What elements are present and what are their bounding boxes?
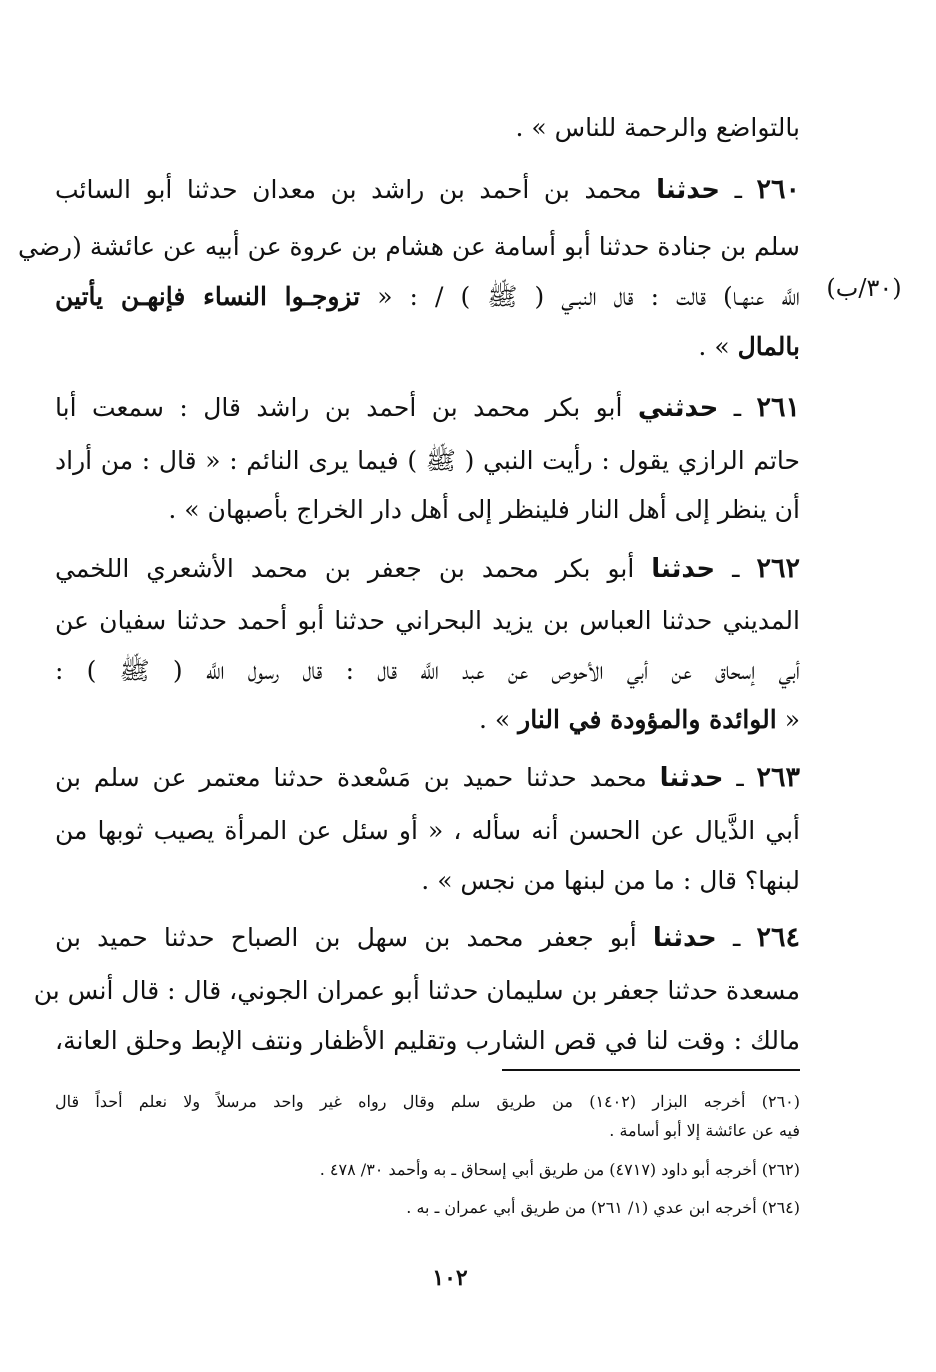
hadith-text: أبو بكر محمد بن جعفر بن محمد الأشعري اللخمي bbox=[55, 554, 652, 583]
hadith-264-first-line: ٢٦٤ ـ حدثنا أبو جعفر محمد بن سهل بن الصباح حدثنا حميد بن bbox=[55, 922, 801, 953]
footnote-line: (٢٦٠) أخرجه البزار (١٤٠٢) من طريق سلم وقال رواه غير واحد مرسلاً ولا نعلم أحداً قال bbox=[55, 1092, 800, 1111]
footnote-line: (٢٦٢) أخرجه أبو داود (٤٧١٧) من طريق أبي إسحاق ـ به وأحمد ٣٠/ ٤٧٨ . bbox=[319, 1160, 800, 1179]
hadith-number: ٢٦١ bbox=[756, 392, 801, 423]
hadith-263-first-line: ٢٦٣ ـ حدثنا محمد حدثنا حميد بن مَسْعدة حدثنا معتمر عن سلم بن bbox=[55, 762, 801, 793]
text-line: لبنها؟ قال : ما من لبنها من نجس » . bbox=[421, 866, 800, 895]
hadith-number: ٢٦٣ bbox=[756, 762, 801, 793]
footnote-line: (٢٦٤) أخرجه ابن عدي (١/ ٢٦١) من طريق أبي عمران ـ به . bbox=[406, 1198, 800, 1217]
hadith-keyword: حدثنا bbox=[652, 923, 717, 953]
hadith-number: ٢٦٠ bbox=[756, 174, 800, 205]
text-line: أن ينظر إلى أهل النار فلينظر إلى أهل دار الخراج بأصبهان » . bbox=[168, 495, 800, 524]
hadith-keyword: حدثني bbox=[637, 393, 719, 423]
footnote-divider bbox=[502, 1069, 800, 1071]
text-segment: اللَّه عنهـا) قالت : قال النبـي ( ﷺ ) / : « bbox=[360, 282, 800, 311]
hadith-number: ٢٦٤ bbox=[756, 922, 801, 953]
footnote-line: فيه عن عائشة إلا أبو أسامة . bbox=[609, 1121, 800, 1140]
hadith-matn: الوائدة والمؤودة في النار bbox=[518, 705, 777, 734]
text-line: مسعدة حدثنا جعفر بن سليمان حدثنا أبو عمران الجوني، قال : قال أنس بن bbox=[33, 976, 800, 1005]
text-segment: « bbox=[776, 705, 800, 734]
text-line: حاتم الرازي يقول : رأيت النبي ( ﷺ ) فيما يرى النائم : « قال : من أراد bbox=[55, 446, 800, 475]
text-line: بالتواضع والرحمة للناس » . bbox=[515, 113, 800, 142]
hadith-matn: بالمال bbox=[737, 332, 800, 361]
page-number: ١٠٢ bbox=[432, 1265, 468, 1291]
hadith-keyword: حدثنا bbox=[656, 175, 721, 205]
text-segment: » . bbox=[479, 705, 519, 734]
hadith-text: أبو بكر محمد بن أحمد بن راشد قال : سمعت أبا bbox=[55, 393, 638, 422]
hadith-text: محمد بن أحمد بن راشد بن معدان حدثنا أبو السائب bbox=[55, 175, 657, 204]
hadith-261-first-line: ٢٦١ ـ حدثني أبو بكر محمد بن أحمد بن راشد قال : سمعت أبا bbox=[55, 392, 801, 423]
text-segment: » . bbox=[698, 332, 738, 361]
text-line: أبي الذَّيال عن الحسن أنه سأله ، « أو سئل عن المرأة يصيب ثوبها من bbox=[55, 816, 800, 845]
hadith-number: ٢٦٢ bbox=[756, 553, 800, 584]
hadith-text: محمد حدثنا حميد بن مَسْعدة حدثنا معتمر عن سلم بن bbox=[55, 763, 660, 792]
hadith-keyword: حدثنا bbox=[651, 554, 716, 584]
text-line: سلم بن جنادة حدثنا أبو أسامة عن هشام بن عروة عن أبيه عن عائشة (رضي bbox=[17, 232, 800, 261]
text-line: مالك : وقت لنا في قص الشارب وتقليم الأظفار ونتف الإبط وحلق العانة، bbox=[55, 1026, 800, 1055]
text-line bbox=[55, 700, 800, 740]
hadith-text: أبو جعفر محمد بن سهل بن الصباح حدثنا حميد بن bbox=[55, 923, 653, 952]
hadith-matn: تزوجـوا النساء فإنهـن يأتين bbox=[55, 282, 361, 311]
text-line: المديني حدثنا العباس بن يزيد البحراني حدثنا أبو أحمد حدثنا سفيان عن bbox=[55, 606, 800, 635]
hadith-keyword: حدثنا bbox=[659, 763, 724, 793]
text-line bbox=[55, 327, 800, 367]
hadith-262-first-line: ٢٦٢ ـ حدثنا أبو بكر محمد بن جعفر بن محمد الأشعري اللخمي bbox=[55, 553, 800, 584]
text-line bbox=[55, 277, 800, 317]
text-line: أبي إسحاق عن أبي الأحوص عن عبد اللَّه قال : قال رسول اللَّه ( ﷺ ) : bbox=[55, 656, 800, 685]
folio-marker: (٣٠/ب) bbox=[826, 274, 902, 302]
hadith-260-first-line: ٢٦٠ ـ حدثنا محمد بن أحمد بن راشد بن معدان حدثنا أبو السائب bbox=[55, 174, 800, 205]
